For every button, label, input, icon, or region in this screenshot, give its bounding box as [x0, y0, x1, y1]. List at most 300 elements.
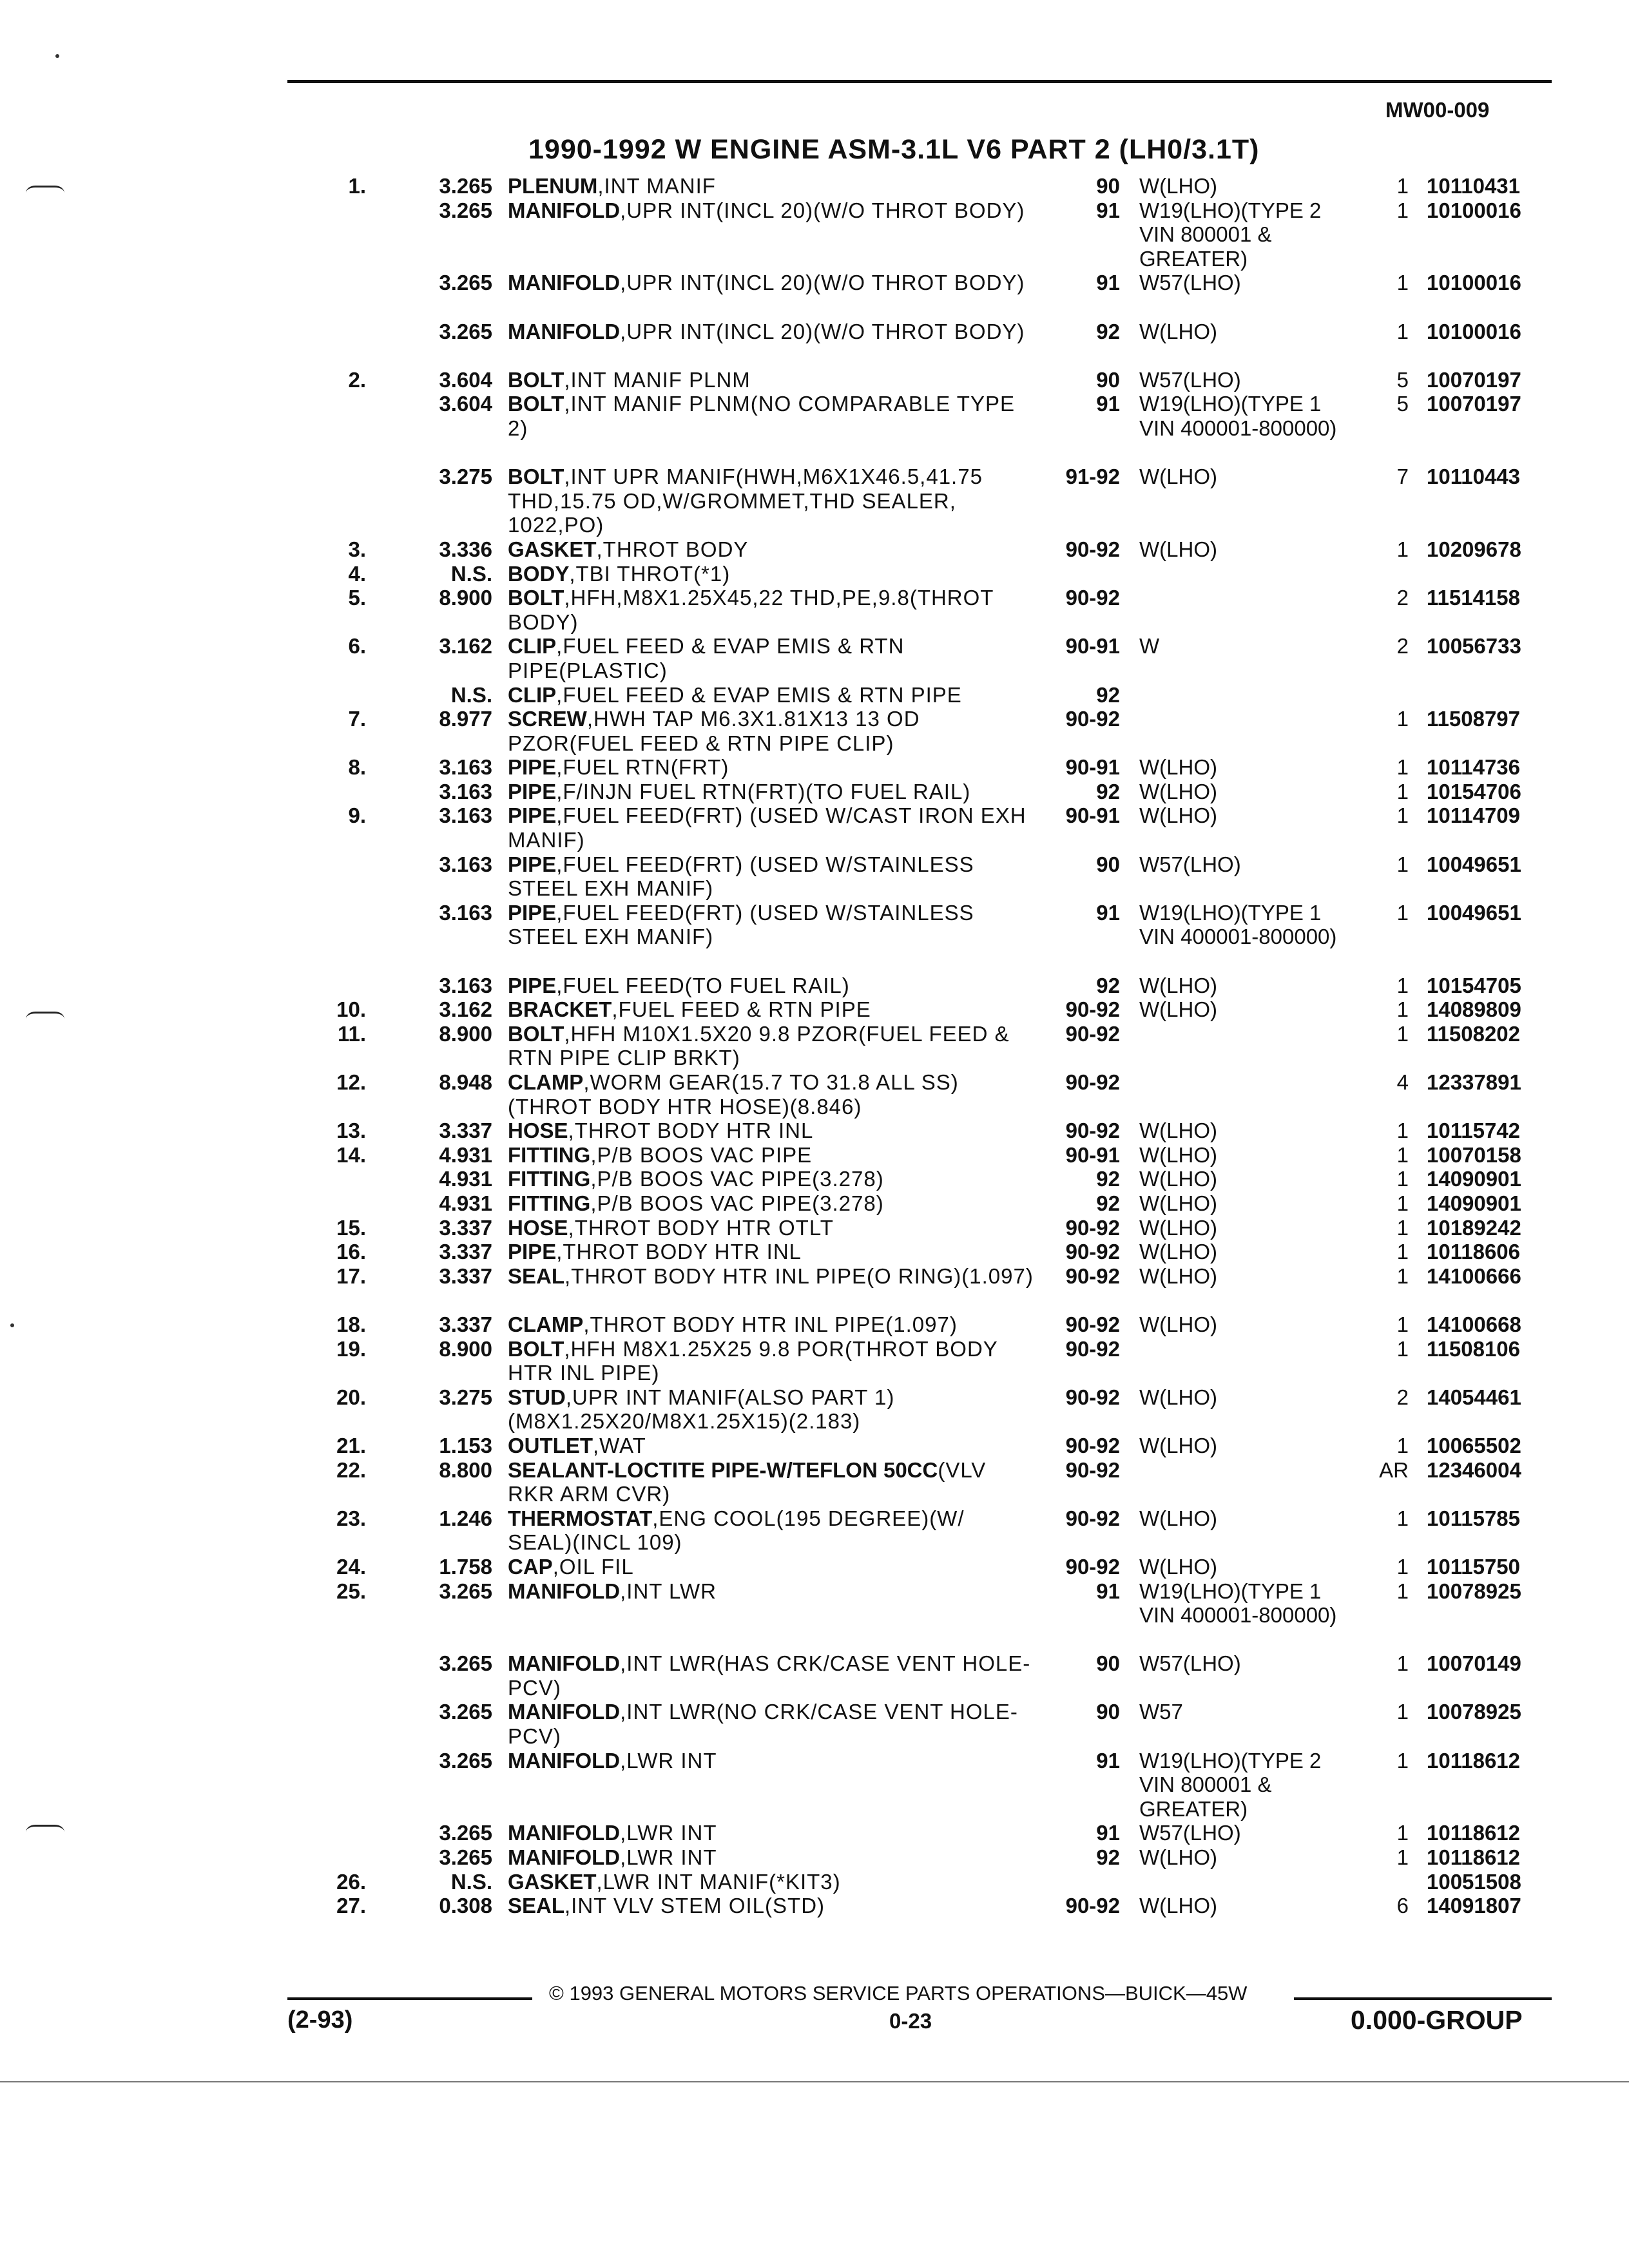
model-years: 90-92 — [1065, 1336, 1120, 1361]
item-number: 10. — [336, 997, 366, 1022]
group-number: 8.948 — [439, 1070, 492, 1095]
group-number: 1.758 — [439, 1554, 492, 1579]
part-number: 14054461 — [1427, 1385, 1521, 1409]
part-description — [508, 320, 1035, 344]
item-number: 25. — [336, 1579, 366, 1603]
part-description — [508, 852, 1035, 901]
model-years: 90 — [1096, 852, 1120, 876]
quantity: 1 — [1396, 997, 1409, 1022]
part-detail: ,P/B BOOS VAC PIPE — [590, 1142, 813, 1167]
part-detail: ,LWR INT — [620, 1845, 717, 1870]
group-label: 0.000-GROUP — [1351, 2005, 1523, 2035]
part-description — [508, 1312, 1035, 1337]
table-row — [0, 368, 1629, 392]
model-years: 91 — [1096, 1821, 1120, 1845]
part-detail: ,UPR INT(INCL 20)(W/O THROT BODY) — [620, 319, 1025, 343]
part-number: 10051508 — [1427, 1869, 1521, 1894]
group-number: 8.900 — [439, 1336, 492, 1361]
group-number: 3.163 — [439, 900, 492, 925]
quantity: 1 — [1396, 1215, 1409, 1240]
table-row — [0, 1434, 1629, 1458]
part-detail: ,FUEL RTN(FRT) — [556, 755, 729, 780]
group-number: 3.163 — [439, 852, 492, 876]
part-name: MANIFOLD — [508, 1579, 621, 1603]
part-number: 14090901 — [1427, 1167, 1521, 1191]
part-description — [508, 1651, 1035, 1700]
quantity: 5 — [1396, 367, 1409, 392]
part-number: 14100666 — [1427, 1264, 1521, 1288]
part-detail: ,UPR INT(INCL 20)(W/O THROT BODY) — [620, 271, 1025, 295]
part-name: OUTLET — [508, 1433, 593, 1457]
table-row — [0, 1700, 1629, 1748]
part-detail: ,INT UPR MANIF(HWH,M6X1X46.5,41.75 THD,15.75 OD,W/GROMMET,THD SEALER, 1022,PO) — [508, 465, 983, 537]
part-description — [508, 1070, 1035, 1119]
part-number: 12337891 — [1427, 1070, 1521, 1095]
usage-code: W(LHO) — [1139, 997, 1217, 1022]
model-years: 90-92 — [1065, 1215, 1120, 1240]
model-years: 92 — [1096, 779, 1120, 803]
part-name: SEAL — [508, 1894, 565, 1918]
model-years: 91 — [1096, 271, 1120, 295]
group-number: 3.265 — [439, 1845, 492, 1870]
usage-code: W(LHO) — [1139, 1142, 1217, 1167]
group-number: 3.265 — [439, 1748, 492, 1773]
part-description — [508, 1143, 1035, 1168]
table-row — [0, 997, 1629, 1022]
usage-code: W57(LHO) — [1139, 367, 1241, 392]
table-row — [0, 755, 1629, 780]
item-number: 27. — [336, 1894, 366, 1918]
part-detail: ,LWR INT — [620, 1821, 717, 1845]
part-detail: ,INT VLV STEM OIL(STD) — [564, 1894, 825, 1918]
usage-code: W(LHO) — [1139, 1191, 1217, 1215]
part-detail: ,P/B BOOS VAC PIPE(3.278) — [590, 1167, 884, 1191]
group-number: 3.604 — [439, 392, 492, 416]
model-years: 91 — [1096, 900, 1120, 925]
part-number: 11508202 — [1427, 1021, 1521, 1046]
quantity: 1 — [1396, 1845, 1409, 1870]
part-description — [508, 1700, 1035, 1748]
part-name: STUD — [508, 1385, 566, 1409]
table-row — [0, 1579, 1629, 1652]
part-name: SEAL — [508, 1264, 565, 1288]
part-description — [508, 271, 1035, 295]
model-years: 90-92 — [1065, 1021, 1120, 1046]
part-number: 14090901 — [1427, 1191, 1521, 1215]
model-years: 90 — [1096, 367, 1120, 392]
model-years: 92 — [1096, 319, 1120, 343]
quantity: 1 — [1396, 852, 1409, 876]
quantity: 2 — [1396, 586, 1409, 610]
usage-code: W(LHO) — [1139, 755, 1217, 780]
quantity: 1 — [1396, 1191, 1409, 1215]
part-description — [508, 1894, 1035, 1918]
table-row — [0, 1264, 1629, 1312]
group-number: 8.900 — [439, 586, 492, 610]
usage-code: W(LHO) — [1139, 1240, 1217, 1264]
usage-code: W57(LHO) — [1139, 852, 1241, 876]
part-number: 10070158 — [1427, 1142, 1521, 1167]
footer-rule-right — [1294, 1997, 1552, 2000]
group-number: 3.275 — [439, 465, 492, 489]
part-name: GASKET — [508, 537, 597, 561]
part-detail: ,FUEL FEED & RTN PIPE — [612, 997, 871, 1022]
part-name: FITTING — [508, 1191, 591, 1215]
quantity: AR — [1379, 1457, 1409, 1482]
group-number: 3.162 — [439, 997, 492, 1022]
table-row — [0, 803, 1629, 852]
model-years: 91 — [1096, 1748, 1120, 1773]
table-row — [0, 320, 1629, 368]
group-number: 3.163 — [439, 779, 492, 803]
part-detail: ,FUEL FEED(FRT) (USED W/STAINLESS STEEL EXH MANIF) — [508, 852, 974, 901]
model-years: 90-91 — [1065, 634, 1120, 658]
model-years: 92 — [1096, 1191, 1120, 1215]
part-name: PIPE — [508, 803, 557, 828]
group-number: 8.977 — [439, 707, 492, 731]
part-name: BOLT — [508, 1336, 564, 1361]
part-name: PIPE — [508, 973, 557, 997]
model-years: 90-92 — [1065, 997, 1120, 1022]
part-detail: ,INT LWR(HAS CRK/CASE VENT HOLE-PCV) — [508, 1651, 1031, 1700]
usage-code: W(LHO) — [1139, 803, 1217, 828]
part-description — [508, 755, 1035, 780]
table-row — [0, 707, 1629, 755]
part-description — [508, 537, 1035, 562]
part-name: PIPE — [508, 852, 557, 876]
item-number: 5. — [348, 586, 366, 610]
part-detail: ,THROT BODY HTR INL — [556, 1240, 802, 1264]
part-number: 10115785 — [1427, 1506, 1521, 1530]
model-years: 92 — [1096, 1845, 1120, 1870]
model-years: 90-92 — [1065, 1240, 1120, 1264]
group-number: 3.336 — [439, 537, 492, 561]
table-row — [0, 1555, 1629, 1579]
part-number: 11514158 — [1427, 586, 1521, 610]
group-number: 3.265 — [439, 319, 492, 343]
usage-code: W19(LHO)(TYPE 2 VIN 800001 & GREATER) — [1139, 1748, 1322, 1821]
item-number: 12. — [336, 1070, 366, 1095]
usage-code: W(LHO) — [1139, 537, 1217, 561]
item-number: 23. — [336, 1506, 366, 1530]
group-number: 3.265 — [439, 1651, 492, 1676]
table-row — [0, 1651, 1629, 1700]
table-row — [0, 537, 1629, 562]
part-name: BOLT — [508, 1021, 564, 1046]
item-number: 22. — [336, 1457, 366, 1482]
group-number: 3.265 — [439, 1700, 492, 1724]
quantity: 1 — [1396, 198, 1409, 222]
model-years: 91-92 — [1065, 465, 1120, 489]
item-number: 6. — [348, 634, 366, 658]
group-number: 8.900 — [439, 1021, 492, 1046]
part-description — [508, 1579, 1035, 1604]
page-number: 0-23 — [889, 2009, 932, 2033]
usage-code: W(LHO) — [1139, 1167, 1217, 1191]
usage-code: W(LHO) — [1139, 1894, 1217, 1918]
quantity: 2 — [1396, 634, 1409, 658]
part-detail: ,ENG COOL(195 DEGREE)(W/ SEAL)(INCL 109) — [508, 1506, 965, 1555]
part-name: MANIFOLD — [508, 271, 621, 295]
part-description — [508, 1022, 1035, 1070]
usage-code: W(LHO) — [1139, 1312, 1217, 1336]
quantity: 1 — [1396, 1579, 1409, 1603]
model-years: 90 — [1096, 1651, 1120, 1676]
part-detail: ,P/B BOOS VAC PIPE(3.278) — [590, 1191, 884, 1215]
part-detail: ,INT MANIF — [597, 174, 716, 198]
part-detail: ,FUEL FEED(TO FUEL RAIL) — [556, 973, 850, 997]
group-number: 4.931 — [439, 1167, 492, 1191]
group-number: N.S. — [450, 1869, 492, 1894]
part-description — [508, 174, 1035, 198]
usage-code: W(LHO) — [1139, 779, 1217, 803]
item-number: 9. — [348, 803, 366, 828]
table-row — [0, 1385, 1629, 1434]
part-detail: ,UPR INT MANIF(ALSO PART 1) (M8X1.25X20/M8X1.25X15)(2.183) — [508, 1385, 895, 1434]
part-name: MANIFOLD — [508, 1845, 621, 1870]
part-name: FITTING — [508, 1167, 591, 1191]
group-number: 3.337 — [439, 1312, 492, 1336]
top-rule — [287, 80, 1552, 83]
usage-code: W(LHO) — [1139, 1385, 1217, 1409]
quantity: 2 — [1396, 1385, 1409, 1409]
table-row — [0, 852, 1629, 901]
group-number: N.S. — [450, 561, 492, 586]
part-detail: ,THROT BODY HTR OTLT — [568, 1215, 834, 1240]
part-number: 10118612 — [1427, 1845, 1521, 1870]
part-name: MANIFOLD — [508, 1651, 621, 1676]
group-number: 3.337 — [439, 1119, 492, 1143]
group-number: 1.153 — [439, 1433, 492, 1457]
model-years: 90-91 — [1065, 803, 1120, 828]
part-description — [508, 1119, 1035, 1143]
usage-code: W57(LHO) — [1139, 1821, 1241, 1845]
table-row — [0, 974, 1629, 998]
table-row — [0, 1167, 1629, 1191]
part-number: 10078925 — [1427, 1579, 1521, 1603]
quantity: 1 — [1396, 1336, 1409, 1361]
part-number: 11508797 — [1427, 707, 1521, 731]
item-number: 2. — [348, 367, 366, 392]
part-detail: ,LWR INT MANIF(*KIT3) — [596, 1869, 841, 1894]
quantity: 1 — [1396, 707, 1409, 731]
usage-code: W(LHO) — [1139, 174, 1217, 198]
part-detail: ,INT MANIF PLNM — [564, 367, 751, 392]
part-name: PLENUM — [508, 174, 598, 198]
group-number: 3.162 — [439, 634, 492, 658]
item-number: 16. — [336, 1240, 366, 1264]
quantity: 4 — [1396, 1070, 1409, 1095]
item-number: 19. — [336, 1336, 366, 1361]
model-years: 90-92 — [1065, 537, 1120, 561]
part-number: 10209678 — [1427, 537, 1521, 561]
parts-table — [0, 174, 1629, 1918]
part-description — [508, 997, 1035, 1022]
model-years: 90-92 — [1065, 1433, 1120, 1457]
model-years: 92 — [1096, 973, 1120, 997]
part-number: 10049651 — [1427, 852, 1521, 876]
part-description — [508, 683, 1035, 707]
group-number: 3.265 — [439, 1821, 492, 1845]
part-description — [508, 1870, 1035, 1894]
table-row — [0, 198, 1629, 271]
part-name: CLIP — [508, 634, 557, 658]
part-name: MANIFOLD — [508, 319, 621, 343]
part-name: MANIFOLD — [508, 198, 621, 222]
part-description — [508, 1264, 1035, 1289]
part-description — [508, 1385, 1035, 1434]
part-number: 10100016 — [1427, 319, 1521, 343]
group-number: 3.163 — [439, 755, 492, 780]
group-number: 3.604 — [439, 367, 492, 392]
part-name: HOSE — [508, 1215, 568, 1240]
part-name: CAP — [508, 1554, 553, 1579]
part-detail: ,THROT BODY — [596, 537, 749, 561]
part-detail: ,INT LWR(NO CRK/CASE VENT HOLE-PCV) — [508, 1700, 1018, 1749]
part-number: 10078925 — [1427, 1700, 1521, 1724]
part-description — [508, 392, 1035, 440]
table-row — [0, 1870, 1629, 1894]
table-row — [0, 1845, 1629, 1870]
part-description — [508, 1216, 1035, 1240]
group-number: 1.246 — [439, 1506, 492, 1530]
item-number: 8. — [348, 755, 366, 780]
model-years: 91 — [1096, 392, 1120, 416]
quantity: 1 — [1396, 537, 1409, 561]
item-number: 21. — [336, 1433, 366, 1457]
item-number: 7. — [348, 707, 366, 731]
part-name: FITTING — [508, 1142, 591, 1167]
item-number: 17. — [336, 1264, 366, 1288]
table-row — [0, 392, 1629, 465]
model-years: 90-92 — [1065, 1457, 1120, 1482]
group-number: 3.265 — [439, 1579, 492, 1603]
model-years: 90 — [1096, 1700, 1120, 1724]
model-years: 90-92 — [1065, 1385, 1120, 1409]
part-number: 10189242 — [1427, 1215, 1521, 1240]
usage-code: W(LHO) — [1139, 1554, 1217, 1579]
date-code: (2-93) — [287, 2006, 353, 2033]
part-description — [508, 634, 1035, 682]
part-description — [508, 1191, 1035, 1216]
part-number: 10154706 — [1427, 779, 1521, 803]
part-description — [508, 1845, 1035, 1870]
part-name: BOLT — [508, 392, 564, 416]
usage-code: W(LHO) — [1139, 1215, 1217, 1240]
table-row — [0, 1216, 1629, 1240]
part-detail: ,HFH M8X1.25X25 9.8 POR(THROT BODY HTR INL PIPE) — [508, 1336, 998, 1385]
part-name: BOLT — [508, 367, 564, 392]
usage-code: W — [1139, 634, 1160, 658]
part-number: 10154705 — [1427, 973, 1521, 997]
quantity: 1 — [1396, 1821, 1409, 1845]
part-detail: ,LWR INT — [620, 1748, 717, 1773]
table-row — [0, 1143, 1629, 1168]
quantity: 1 — [1396, 1142, 1409, 1167]
model-years: 91 — [1096, 198, 1120, 222]
part-description — [508, 562, 1035, 586]
part-description — [508, 1821, 1035, 1845]
part-description — [508, 901, 1035, 949]
part-description — [508, 1458, 1035, 1506]
item-number: 15. — [336, 1215, 366, 1240]
model-years: 90-92 — [1065, 1264, 1120, 1288]
usage-code: W57(LHO) — [1139, 1651, 1241, 1676]
model-years: 90-91 — [1065, 755, 1120, 780]
usage-code: W19(LHO)(TYPE 1 VIN 400001-800000) — [1139, 392, 1337, 440]
quantity: 1 — [1396, 1554, 1409, 1579]
part-name: SEALANT-LOCTITE PIPE-W/TEFLON 50CC — [508, 1457, 938, 1482]
part-number: 10115742 — [1427, 1119, 1521, 1143]
table-row — [0, 1749, 1629, 1821]
part-number: 14089809 — [1427, 997, 1521, 1022]
part-detail: ,FUEL FEED(FRT) (USED W/STAINLESS STEEL EXH MANIF) — [508, 900, 974, 949]
part-detail: ,THROT BODY HTR INL PIPE(O RING)(1.097) — [564, 1264, 1034, 1288]
part-number: 10110443 — [1427, 465, 1521, 489]
quantity: 1 — [1396, 1748, 1409, 1773]
part-name: BOLT — [508, 465, 564, 489]
part-number: 10118612 — [1427, 1748, 1521, 1773]
table-row — [0, 1119, 1629, 1143]
part-detail: ,F/INJN FUEL RTN(FRT)(TO FUEL RAIL) — [556, 779, 971, 803]
quantity: 1 — [1396, 779, 1409, 803]
part-name: MANIFOLD — [508, 1700, 621, 1724]
model-years: 90-92 — [1065, 1070, 1120, 1095]
table-row — [0, 465, 1629, 537]
part-number: 10070149 — [1427, 1651, 1521, 1676]
group-number: 3.163 — [439, 973, 492, 997]
quantity: 1 — [1396, 755, 1409, 780]
group-number: 3.265 — [439, 174, 492, 198]
part-detail: (VLV RKR ARM CVR) — [508, 1457, 987, 1506]
part-description — [508, 1434, 1035, 1458]
footer-rule-left — [287, 1997, 532, 2000]
page-title: 1990-1992 W ENGINE ASM-3.1L V6 PART 2 (LH0/3.1T) — [528, 134, 1260, 165]
item-number: 24. — [336, 1554, 366, 1579]
part-description — [508, 1337, 1035, 1385]
part-name: CLAMP — [508, 1312, 584, 1336]
table-row — [0, 1070, 1629, 1119]
part-detail: ,HFH,M8X1.25X45,22 THD,PE,9.8(THROT BODY) — [508, 586, 994, 634]
quantity: 7 — [1396, 465, 1409, 489]
part-description — [508, 1506, 1035, 1555]
part-description — [508, 707, 1035, 755]
part-description — [508, 803, 1035, 852]
item-number: 18. — [336, 1312, 366, 1336]
table-row — [0, 586, 1629, 634]
copyright-notice: © 1993 GENERAL MOTORS SERVICE PARTS OPERATIONS—BUICK—45W — [549, 1982, 1248, 2004]
bottom-rule — [0, 2081, 1629, 2082]
model-years: 90-91 — [1065, 1142, 1120, 1167]
part-detail: ,WORM GEAR(15.7 TO 31.8 ALL SS)(THROT BODY HTR HOSE)(8.846) — [508, 1070, 959, 1119]
part-number: 12346004 — [1427, 1457, 1521, 1482]
table-row — [0, 1337, 1629, 1385]
usage-code: W57 — [1139, 1700, 1183, 1724]
part-detail: ,INT LWR — [620, 1579, 717, 1603]
table-row — [0, 1022, 1629, 1070]
part-name: BOLT — [508, 586, 564, 610]
group-number: 4.931 — [439, 1142, 492, 1167]
part-detail: ,UPR INT(INCL 20)(W/O THROT BODY) — [620, 198, 1025, 222]
table-row — [0, 562, 1629, 586]
part-description — [508, 1167, 1035, 1191]
group-number: 3.337 — [439, 1264, 492, 1288]
quantity: 1 — [1396, 271, 1409, 295]
part-description — [508, 1240, 1035, 1264]
quantity: 1 — [1396, 1433, 1409, 1457]
part-name: PIPE — [508, 900, 557, 925]
part-description — [508, 368, 1035, 392]
